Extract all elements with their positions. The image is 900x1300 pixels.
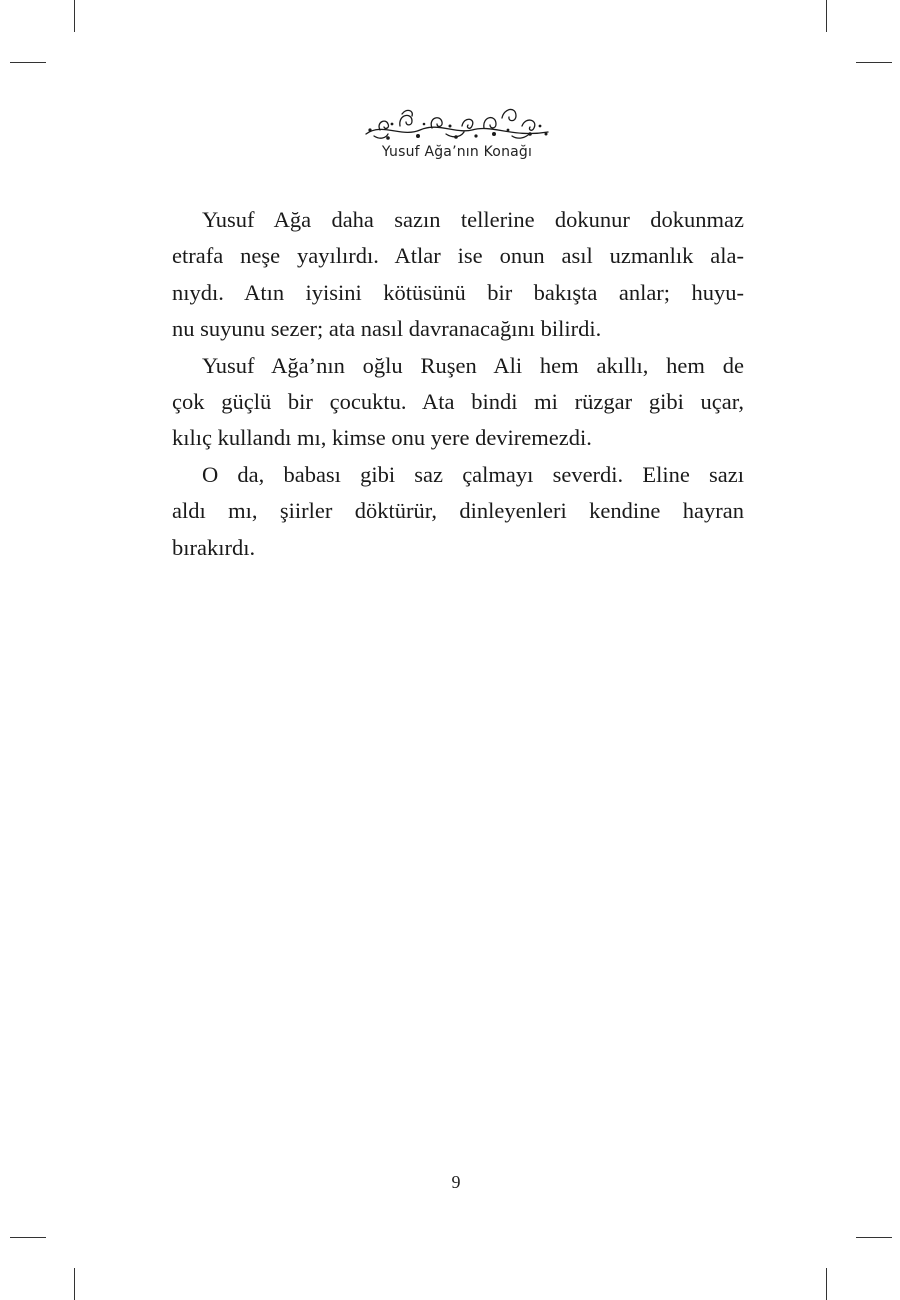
text-line: Yusuf Ağa daha sazın tellerine dokunur dokunmaz — [202, 207, 744, 232]
paragraph-2 — [172, 348, 744, 457]
text-line: O da, babası gibi saz çalmayı severdi. Eline sazı — [202, 461, 744, 487]
text-line: etrafa neşe yayılırdı. Atlar ise onun asıl uzmanlık ala- — [172, 243, 744, 269]
paragraph-1 — [172, 202, 744, 348]
text-line: nu suyunu sezer; ata nasıl davranacağını bilirdi. — [172, 316, 602, 342]
paragraph-3 — [172, 457, 744, 566]
body-text — [172, 202, 744, 566]
text-line: aldı mı, şiirler döktürür, dinleyenleri kendine hayran — [172, 498, 744, 524]
crop-mark-bottom-right — [826, 1268, 827, 1300]
page-number: 9 — [451, 1172, 461, 1192]
text-line: bırakırdı. — [172, 534, 256, 560]
crop-mark-top-right — [826, 0, 827, 32]
crop-mark-top-left — [74, 0, 75, 32]
text-line: Yusuf Ağa’nın oğlu Ruşen Ali hem akıllı, hem de — [202, 352, 744, 378]
text-line: nıydı. Atın iyisini kötüsünü bir bakışta anlar; huyu- — [172, 279, 744, 305]
crop-mark-left-top — [10, 62, 46, 63]
crop-mark-right-top — [856, 62, 892, 63]
text-line: kılıç kullandı mı, kimse onu yere deviremezdi. — [172, 425, 592, 451]
crop-mark-right-bottom — [856, 1237, 892, 1238]
floral-swirl-ornament-icon — [362, 104, 552, 144]
running-title: Yusuf Ağa’nın Konağı — [381, 144, 533, 160]
text-line: çok güçlü bir çocuktu. Ata bindi mi rüzgar gibi uçar, — [172, 389, 744, 415]
crop-mark-left-bottom — [10, 1237, 46, 1238]
crop-mark-bottom-left — [74, 1268, 75, 1300]
